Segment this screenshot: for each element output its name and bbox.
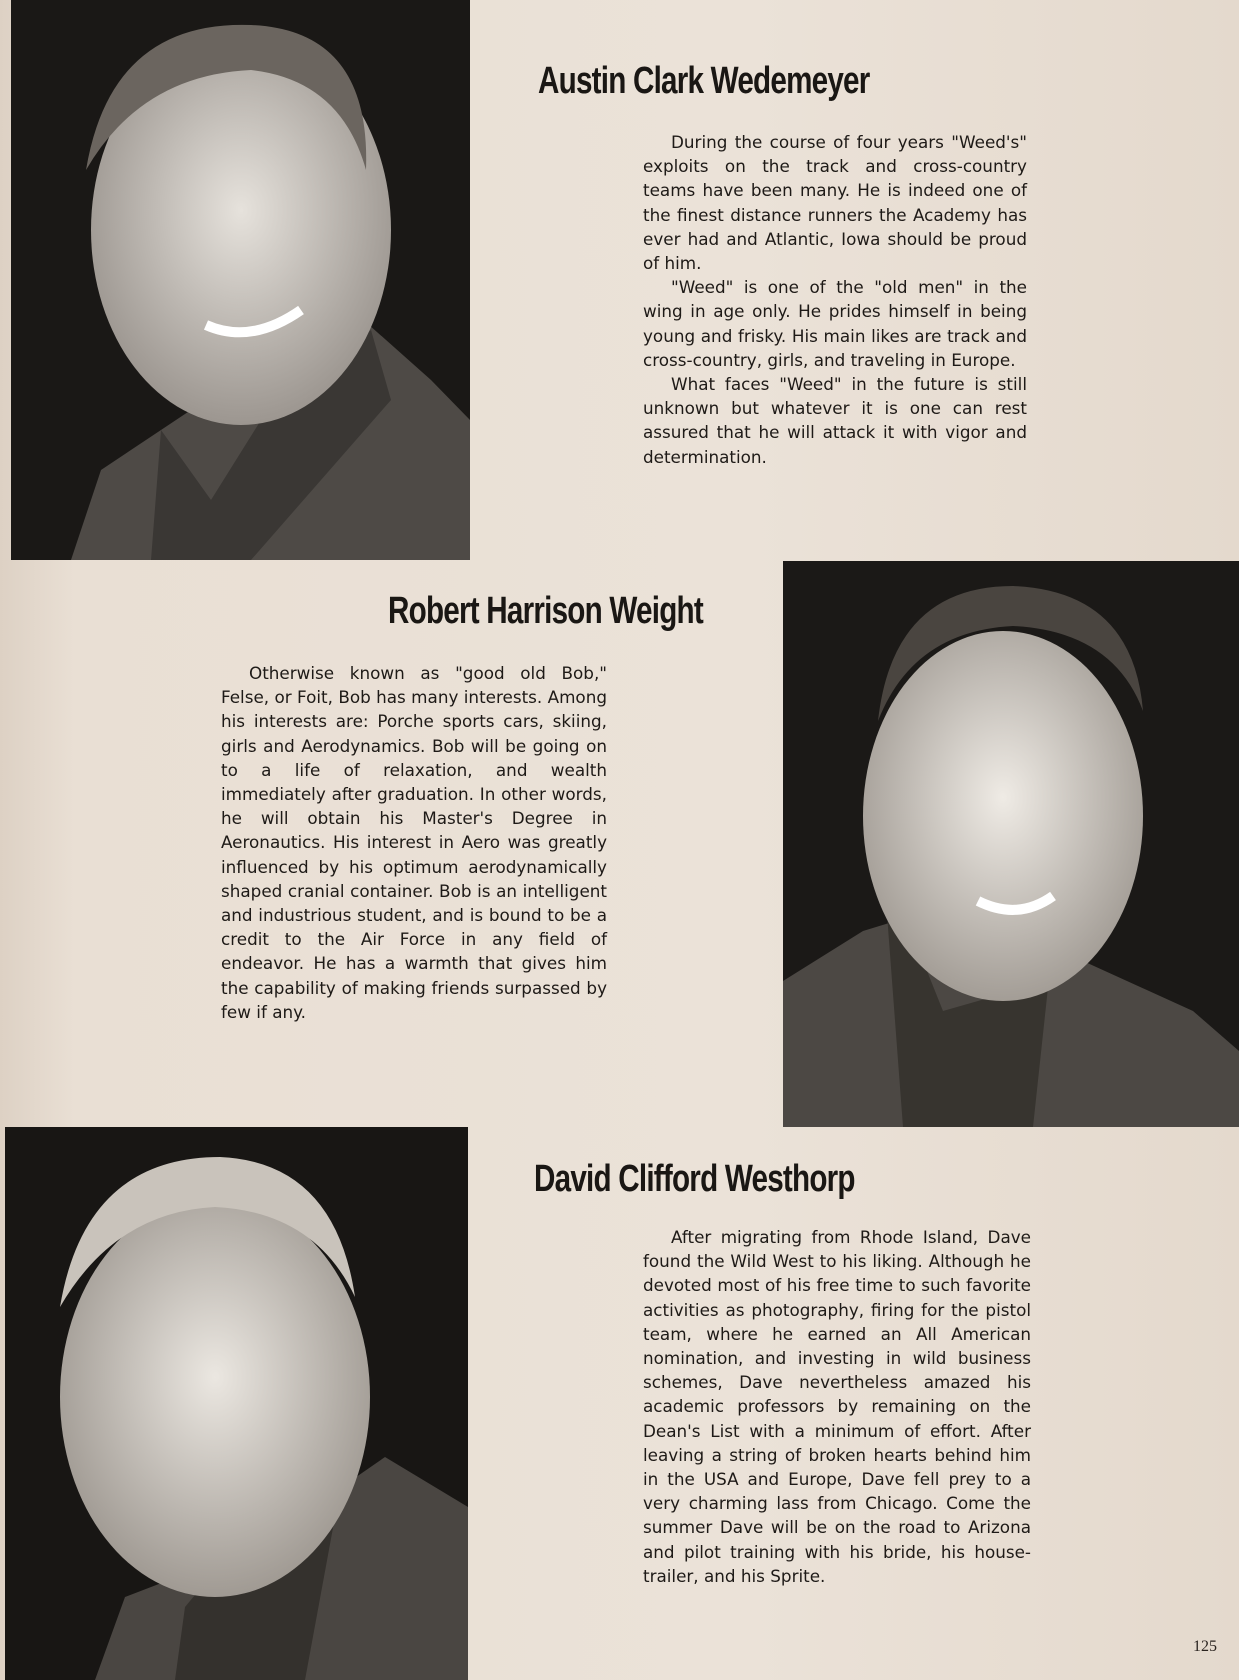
bio-paragraph: After migrating from Rhode Island, Dave found the Wild West to his liking. Although he devoted most of his free time to such favorite activities as photography, firing for the pistol team, where he earned an All American nomination, and investing in wild business schemes, Dave nevertheless amazed his academic professors by remaining on the Dean's List with a minimum of effort. After leaving a string of broken hearts behind him in the USA and Europe, Dave fell prey to a very charming lass from Chicago. Come the summer Dave will be on the road to Arizona and pilot training with his bride, his house-trailer, and his Sprite.	[643, 1227, 1031, 1586]
bio-paragraph: "Weed" is one of the "old men" in the wing in age only. He prides himself in being young and frisky. His main likes are track and cross-country, girls, and traveling in Europe.	[643, 277, 1027, 370]
bio-westhorp	[643, 1225, 1031, 1588]
name-heading-wedemeyer: Austin Clark Wedemeyer	[538, 60, 870, 102]
bio-weight	[221, 661, 607, 1024]
portrait-photo-weight	[783, 561, 1239, 1127]
name-heading-westhorp: David Clifford Westhorp	[534, 1158, 855, 1200]
bio-paragraph: What faces "Weed" in the future is still unknown but whatever it is one can rest assured that he will attack it with vigor and determination.	[643, 374, 1027, 467]
page-number: 125	[1193, 1638, 1217, 1655]
bio-paragraph: Otherwise known as "good old Bob," Felse, or Foit, Bob has many interests. Among his interests are: Porche sports cars, skiing, girls and Aerodynamics. Bob will be going on to a life of relaxation, and wealth immediately after graduation. In other words, he will obtain his Master's Degree in Aeronautics. His interest in Aero was greatly influenced by his optimum aerodynamically shaped cranial container. Bob is an intelligent and industrious student, and is bound to be a credit to the Air Force in any field of endeavor. He has a warmth that gives him the capability of making friends surpassed by few if any.	[221, 663, 607, 1022]
portrait-photo-wedemeyer	[11, 0, 470, 560]
bio-paragraph: During the course of four years "Weed's" exploits on the track and cross-country teams have been many. He is indeed one of the finest distance runners the Academy has ever had and Atlantic, Iowa should be proud of him.	[643, 132, 1027, 274]
bio-wedemeyer	[643, 130, 1027, 469]
portrait-photo-westhorp	[5, 1127, 468, 1680]
name-heading-weight: Robert Harrison Weight	[388, 590, 703, 632]
